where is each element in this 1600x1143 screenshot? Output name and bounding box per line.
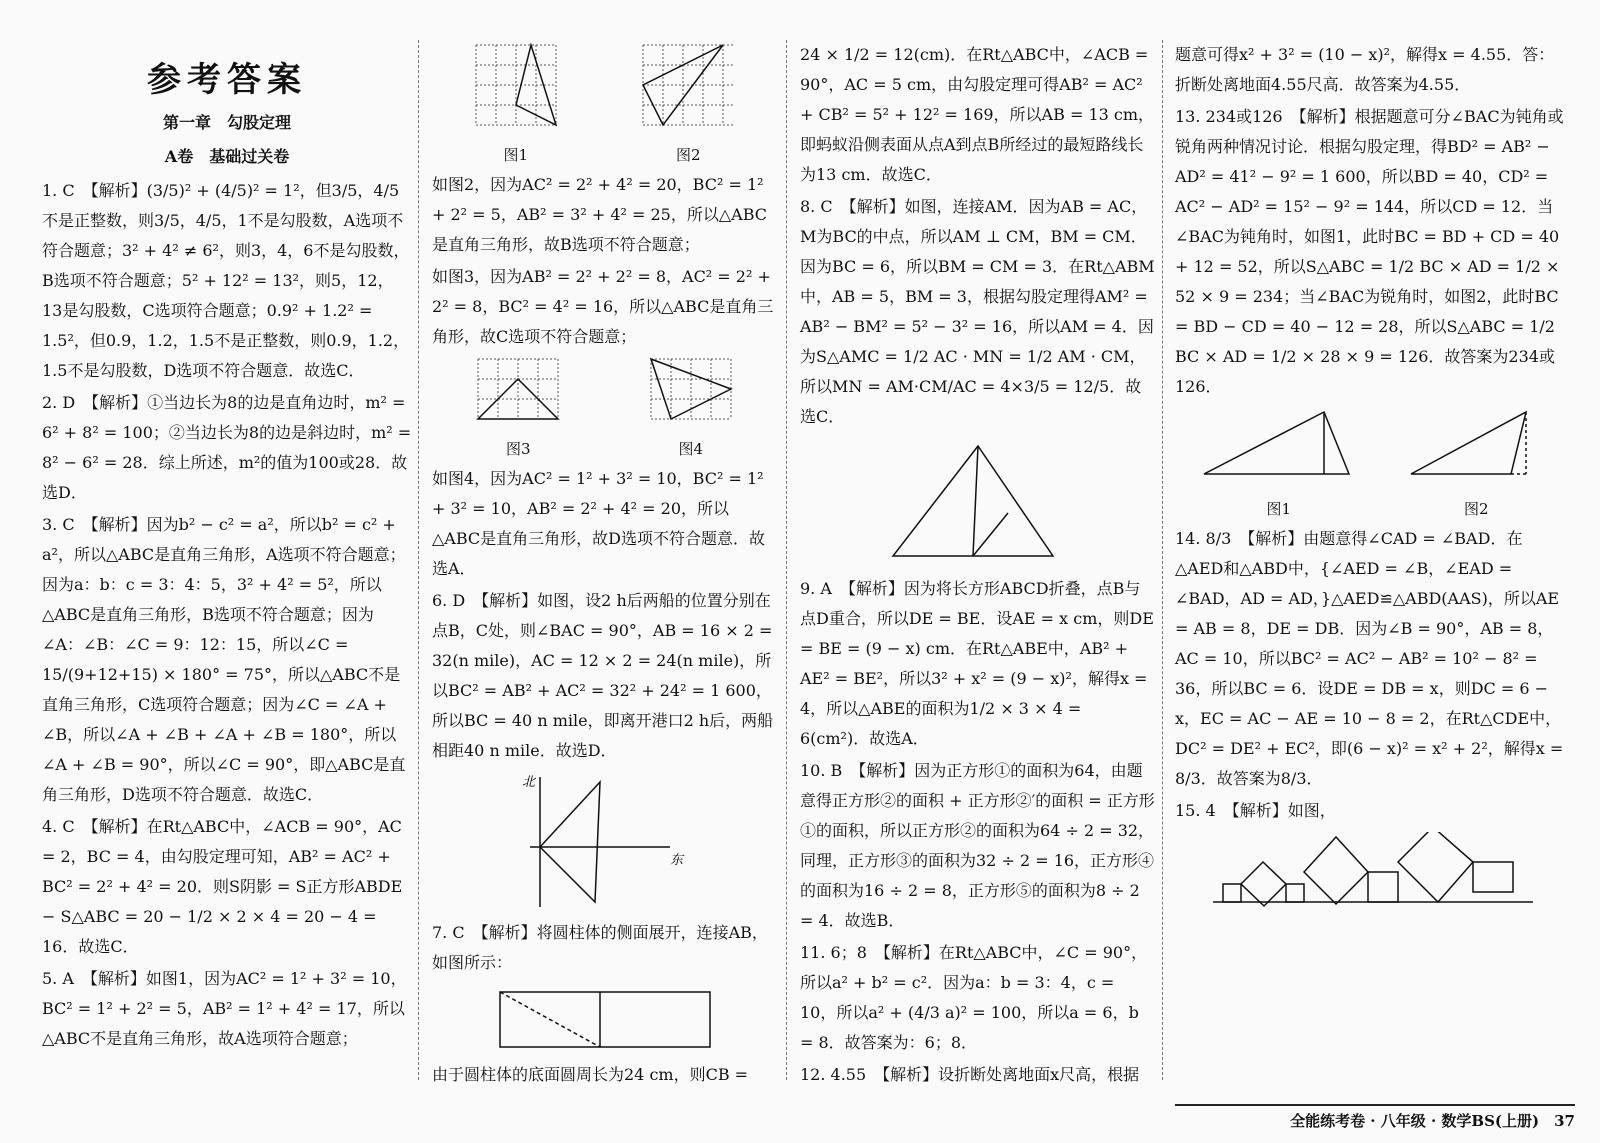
answer-7-end: 24 × 1/2 = 12(cm)．在Rt△ABC中，∠ACB = 90°，AC = 5 cm，由勾股定理可得AB² = AC² + CB² = 5² + 12² = 169，所以AB = 13 cm，即蚂蚁沿侧表面从点A到点B所经过的最短路线长为13 cm．故选C．	[800, 45, 1155, 184]
answer-1: 1. C 【解析】(3/5)² + (4/5)² = 1²，但3/5，4/5不是正整数，则3/5，4/5，1不是勾股数，A选项不符合题意；3² + 4² ≠ 6²，则3，4，6不是勾股数，B选项不符合题意；5² + 12² = 13²，则5，12，13是勾股数，C选项符合题意；0.9² + 1.2² = 1.5²，但0.9，1.2，1.5不是正整数，则0.9，1.2，1.5不是勾股数，D选项不符合题意．故选C．	[42, 181, 410, 380]
answer-7-cont: 由于圆柱体的底面圆周长为24 cm，则CB =	[432, 1065, 749, 1084]
figure-caption-4: 图4	[678, 440, 704, 458]
answer-11: 11. 6；8 【解析】在Rt△ABC中，∠C = 90°，所以a² + b² = c²．因为a：b = 3：4，c = 10，所以a² + (4/3 a)² = 100，所以a = 6，b = 8．故答案为：6；8．	[800, 943, 1148, 1052]
column-1	[42, 40, 412, 1056]
answer-14: 14. 8/3 【解析】由题意得∠CAD = ∠BAD．在△AED和△ABD中，{∠AED = ∠B，∠EAD = ∠BAD，AD = AD，}△AED≌△ABD(AAS)，所以AE = AB = 8，DE = DB．因为∠B = 90°，AB = 8，AC = 10，所以BC² = AC² − AB² = 10² − 8² = 36，所以BC = 6．设DE = DB = x，则DC = 6 − x，EC = AC − AE = 10 − 8 = 2，在Rt△CDE中，DC² = DE² + EC²，即(6 − x)² = x² + 2²，解得x = 8/3．故答案为8/3．	[1175, 529, 1564, 788]
answer-4: 4. C 【解析】在Rt△ABC中，∠ACB = 90°，AC = 2，BC = 4，由勾股定理可知，AB² = AC² + BC² = 2² + 4² = 20．则S阴影 = S正方形ABDE − S△ABC = 20 − 1/2 × 2 × 4 = 20 − 4 = 16．故选C．	[42, 817, 403, 956]
answer-5-fig3: 如图3，因为AB² = 2² + 2² = 8，AC² = 2² + 2² = 8，BC² = 4² = 16，所以△ABC是直角三角形，故C选项不符合题意；	[432, 267, 774, 346]
answer-5: 5. A 【解析】如图1，因为AC² = 1² + 3² = 10，BC² = 1² + 2² = 5，AB² = 1² + 4² = 17，所以△ABC不是直角三角形，故A选项符合题意；	[42, 969, 407, 1048]
answer-12-end: 题意可得x² + 3² = (10 − x)²，解得x = 4.55．答：折断处离地面4.55尺高．故答案为4.55．	[1175, 45, 1555, 94]
isosceles-triangle-diagram	[883, 438, 1073, 568]
answer-5-fig4: 如图4，因为AC² = 1² + 3² = 10，BC² = 1² + 3² = 10，AB² = 2² + 4² = 20，所以△ABC是直角三角形，故D选项不符合题意．故选A．	[432, 469, 765, 578]
page-footer: 全能练考卷 · 八年级 · 数学BS(上册) 37	[1175, 1104, 1575, 1131]
answer-7: 7. C 【解析】将圆柱体的侧面展开，连接AB，如图所示：	[432, 923, 768, 972]
figure-row-3-4	[432, 354, 777, 464]
column-3	[800, 40, 1155, 1092]
answer-5-fig2: 如图2，因为AC² = 2² + 4² = 20，BC² = 1² + 2² = 5，AB² = 3² + 4² = 25，所以△ABC是直角三角形，故B选项不符合题意；	[432, 175, 768, 254]
answer-13: 13. 234或126 【解析】根据题意可分∠BAC为钝角或锐角两种情况讨论．根据勾股定理，得BD² = AB² − AD² = 41² − 9² = 1 600，所以BD = 40，CD² = AC² − AD² = 15² − 9² = 144，所以CD = 12．当∠BAC为钝角时，如图1，此时BC = BD + CD = 40 + 12 = 52，所以S△ABC = 1/2 BC × AD = 1/2 × 52 × 9 = 234；当∠BAC为锐角时，如图2，此时BC = BD − CD = 40 − 12 = 28，所以S△ABC = 1/2 BC × AD = 1/2 × 28 × 9 = 126．故答案为234或126．	[1175, 107, 1564, 396]
squares-diagram	[1208, 832, 1538, 912]
answer-3: 3. C 【解析】因为b² − c² = a²，所以b² = c² + a²，所以△ABC是直角三角形，A选项不符合题意；因为a：b：c = 3：4：5，3² + 4² = 5²，所以△ABC是直角三角形，B选项不符合题意；因为∠A：∠B：∠C = 9：12：15，所以∠C = 15/(9+12+15) × 180° = 75°，所以△ABC不是直角三角形，C选项符合题意；因为∠C = ∠A + ∠B，所以∠A + ∠B + ∠A + ∠B = 180°，所以∠A + ∠B = 90°，所以∠C = 90°，即△ABC是直角三角形，D选项不符合题意．故选C．	[42, 515, 406, 804]
north-label: 北	[521, 775, 535, 790]
triangle-figure-1	[1199, 404, 1359, 484]
figure-row-1-2	[432, 40, 777, 170]
figure-caption-1: 图1	[503, 146, 529, 164]
figure-caption-13-1: 图1	[1266, 500, 1292, 518]
figure-caption-2: 图2	[675, 146, 701, 164]
answer-6: 6. D 【解析】如图，设2 h后两船的位置分别在点B，C处，则∠BAC = 90°，AB = 16 × 2 = 32(n mile)，AC = 12 × 2 = 24(n mile)，所以BC² = AB² + AC² = 32² + 24² = 1 600，所以BC = 40 n mile，即离开港口2 h后，两船相距40 n mile．故选D．	[432, 591, 774, 760]
column-divider	[786, 40, 787, 1080]
page-title: 参考答案	[147, 60, 307, 100]
column-4	[1175, 40, 1570, 918]
answer-8: 8. C 【解析】如图，连接AM．因为AB = AC，M为BC的中点，所以AM ⊥ CM，BM = CM．因为BC = 6，所以BM = CM = 3．在Rt△ABM中，AB = 5，BM = 3，根据勾股定理得AM² = AB² − BM² = 5² − 3² = 16，所以AM = 4．因为S△AMC = 1/2 AC · MN = 1/2 AM · CM，所以MN = AM·CM/AC = 4×3/5 = 12/5．故选C．	[800, 197, 1155, 426]
chapter-heading: 第一章 勾股定理	[162, 113, 291, 132]
answer-15: 15. 4 【解析】如图，	[1175, 801, 1336, 820]
answer-2: 2. D 【解析】①当边长为8的边是直角边时，m² = 6² + 8² = 100；②当边长为8的边是斜边时，m² = 8² − 6² = 28．综上所述，m²的值为100或28．故选D．	[42, 393, 412, 502]
column-divider	[418, 40, 419, 1080]
grid-figure-3	[473, 354, 563, 424]
cylinder-net-diagram	[490, 984, 720, 1054]
column-divider	[1162, 40, 1163, 1080]
east-label: 东	[669, 853, 683, 868]
figure-caption-3: 图3	[505, 440, 531, 458]
answer-9: 9. A 【解析】因为将长方形ABCD折叠，点B与点D重合，所以DE = BE．设AE = x cm，则DE = BE = (9 − x) cm．在Rt△ABE中，AB² + AE² = BE²，所以3² + x² = (9 − x)²，解得x = 4，所以△ABE的面积为1/2 × 3 × 4 = 6(cm²)．故选A．	[800, 579, 1154, 748]
figure-row-13	[1175, 404, 1570, 524]
triangle-figure-2	[1406, 404, 1546, 484]
section-heading: A卷 基础过关卷	[164, 147, 290, 166]
ship-diagram	[520, 772, 690, 912]
answer-12: 12. 4.55 【解析】设折断处离地面x尺高，根据	[800, 1065, 1140, 1084]
grid-figure-4	[646, 354, 736, 424]
grid-figure-1	[471, 40, 561, 130]
figure-caption-13-2: 图2	[1463, 500, 1489, 518]
column-2	[432, 40, 777, 1092]
grid-figure-2	[638, 40, 738, 130]
answer-10: 10. B 【解析】因为正方形①的面积为64，由题意得正方形②的面积 + 正方形②′的面积 = 正方形①的面积，所以正方形②的面积为64 ÷ 2 = 32，同理，正方形③的面积为32 ÷ 2 = 16，正方形④的面积为16 ÷ 2 = 8，正方形⑤的面积为8 ÷ 2 = 4．故选B．	[800, 761, 1155, 930]
